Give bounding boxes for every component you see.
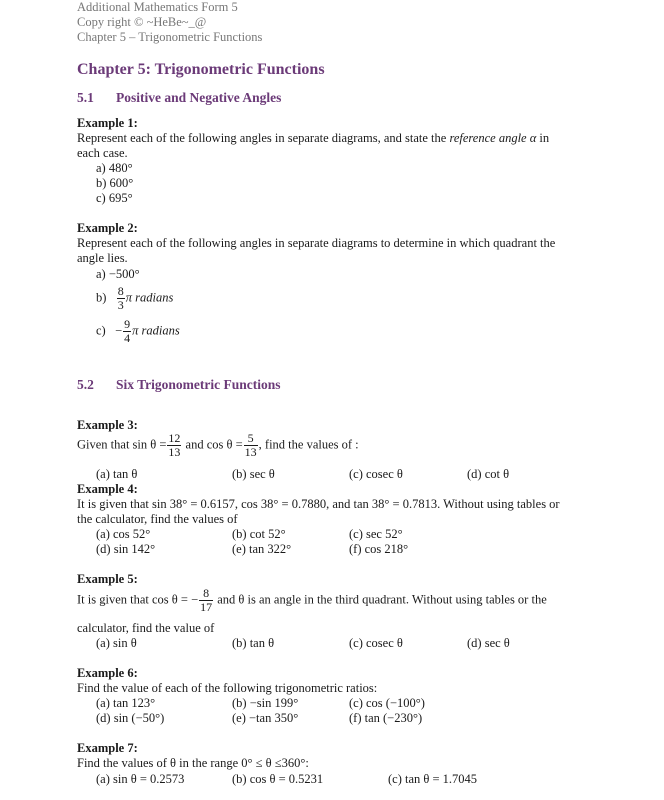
example-2-item-b: [96, 285, 173, 312]
example-2-title: Example 2:: [77, 221, 138, 235]
example-5-item-c: (c) cosec θ: [349, 636, 403, 650]
example-2-item-a: a) −500°: [96, 267, 140, 281]
section-5-1-title: Positive and Negative Angles: [116, 90, 282, 105]
example-4-item-f: (f) cos 218°: [349, 542, 409, 556]
example-5-item-d: (d) sec θ: [467, 636, 510, 650]
fraction-numerator: 8: [199, 587, 213, 601]
example-1-item-b: b) 600°: [96, 176, 134, 190]
example-7-title: Example 7:: [77, 741, 138, 755]
fraction-denominator: 13: [244, 445, 257, 459]
example-1-text-a: Represent each of the following angles in separate diagrams, and state the: [77, 131, 450, 145]
example-3-mid: and cos θ =: [182, 437, 243, 452]
example-5-text-b: calculator, find the value of: [77, 621, 215, 635]
example-3-text: [77, 432, 359, 459]
example-2-text-a: Represent each of the following angles in separate diagrams to determine in which quadrant the: [77, 236, 556, 250]
example-5-post: and θ is an angle in the third quadrant. Without using tables or the: [214, 592, 547, 607]
example-6-item-f: (f) tan (−230°): [349, 711, 423, 725]
example-4-item-e: (e) tan 322°: [232, 542, 292, 556]
section-5-2-title: Six Trigonometric Functions: [116, 377, 281, 392]
example-5-text-a: [77, 587, 547, 614]
example-2-item-b-label: b): [96, 290, 107, 305]
example-7-item-b: (b) cos θ = 0.5231: [232, 772, 324, 786]
example-3-fraction-2: [244, 432, 258, 459]
example-1-text: [77, 131, 549, 146]
example-4-text-a: It is given that sin 38° = 0.6157, cos 38° = 0.7880, and tan 38° = 0.7813. Without using tables or: [77, 497, 560, 511]
example-7-item-c: (c) tan θ = 1.7045: [388, 772, 478, 786]
example-1-item-c: c) 695°: [96, 191, 133, 205]
example-5-item-a: (a) sin θ: [96, 636, 137, 650]
example-6-item-a: (a) tan 123°: [96, 696, 156, 710]
example-6-item-c: (c) cos (−100°): [349, 696, 425, 710]
example-3-title: Example 3:: [77, 418, 138, 432]
fraction-denominator: 4: [124, 331, 131, 345]
fraction-numerator: 9: [124, 317, 131, 331]
example-7-item-a: (a) sin θ = 0.2573: [96, 772, 185, 786]
example-4-text-b: the calculator, find the values of: [77, 512, 238, 526]
example-3-fraction-1: [167, 432, 181, 459]
example-2-item-c-sign: −: [115, 323, 123, 338]
example-4-item-d: (d) sin 142°: [96, 542, 156, 556]
example-2-item-c-unit: π radians: [132, 323, 180, 338]
example-2-item-b-unit: π radians: [125, 290, 174, 305]
example-1-text-italic: reference angle α: [449, 131, 537, 145]
example-6-item-d: (d) sin (−50°): [96, 711, 165, 725]
example-1-title: Example 1:: [77, 116, 138, 130]
fraction-denominator: 17: [200, 600, 213, 614]
example-6-title: Example 6:: [77, 666, 138, 680]
example-1-text-b: in: [536, 131, 550, 145]
example-1-item-a: a) 480°: [96, 161, 133, 175]
example-6-item-e: (e) −tan 350°: [232, 711, 299, 725]
section-5-1-number: 5.1: [77, 90, 94, 105]
example-7-text: Find the values of θ in the range 0° ≤ θ ≤360°:: [77, 756, 309, 770]
example-2-text-b: angle lies.: [77, 251, 128, 265]
example-2-item-c-fraction: [123, 318, 131, 345]
header-copyright: Copy right © ~HeBe~_@: [77, 15, 207, 29]
example-6-text: Find the value of each of the following trigonometric ratios:: [77, 681, 378, 695]
chapter-title: Chapter 5: Trigonometric Functions: [77, 61, 325, 78]
example-1-text-c: each case.: [77, 146, 128, 160]
example-2-item-c: [96, 318, 180, 345]
header-chapter: Chapter 5 – Trigonometric Functions: [77, 30, 263, 44]
example-3-item-b: (b) sec θ: [232, 467, 275, 481]
example-4-title: Example 4:: [77, 482, 138, 496]
example-6-item-b: (b) −sin 199°: [232, 696, 299, 710]
fraction-denominator: 3: [117, 298, 124, 312]
example-4-item-a: (a) cos 52°: [96, 527, 151, 541]
example-5-item-b: (b) tan θ: [232, 636, 275, 650]
fraction-denominator: 13: [168, 445, 181, 459]
example-5-fraction: [199, 587, 213, 614]
fraction-numerator: 12: [168, 431, 181, 445]
example-3-item-d: (d) cot θ: [467, 467, 510, 481]
fraction-numerator: 8: [117, 284, 124, 298]
example-3-item-c: (c) cosec θ: [349, 467, 403, 481]
example-5-pre: It is given that cos θ = −: [77, 592, 199, 607]
example-3-post: , find the values of :: [258, 437, 359, 452]
header-book-title: Additional Mathematics Form 5: [77, 0, 238, 14]
example-2-item-b-fraction: [117, 285, 125, 312]
example-3-item-a: (a) tan θ: [96, 467, 138, 481]
fraction-numerator: 5: [244, 432, 258, 446]
example-3-pre: Given that sin θ =: [77, 437, 167, 452]
example-5-title: Example 5:: [77, 572, 138, 586]
section-5-2-number: 5.2: [77, 377, 94, 392]
example-2-item-c-label: c): [96, 323, 106, 338]
example-4-item-c: (c) sec 52°: [349, 527, 403, 541]
example-4-item-b: (b) cot 52°: [232, 527, 286, 541]
